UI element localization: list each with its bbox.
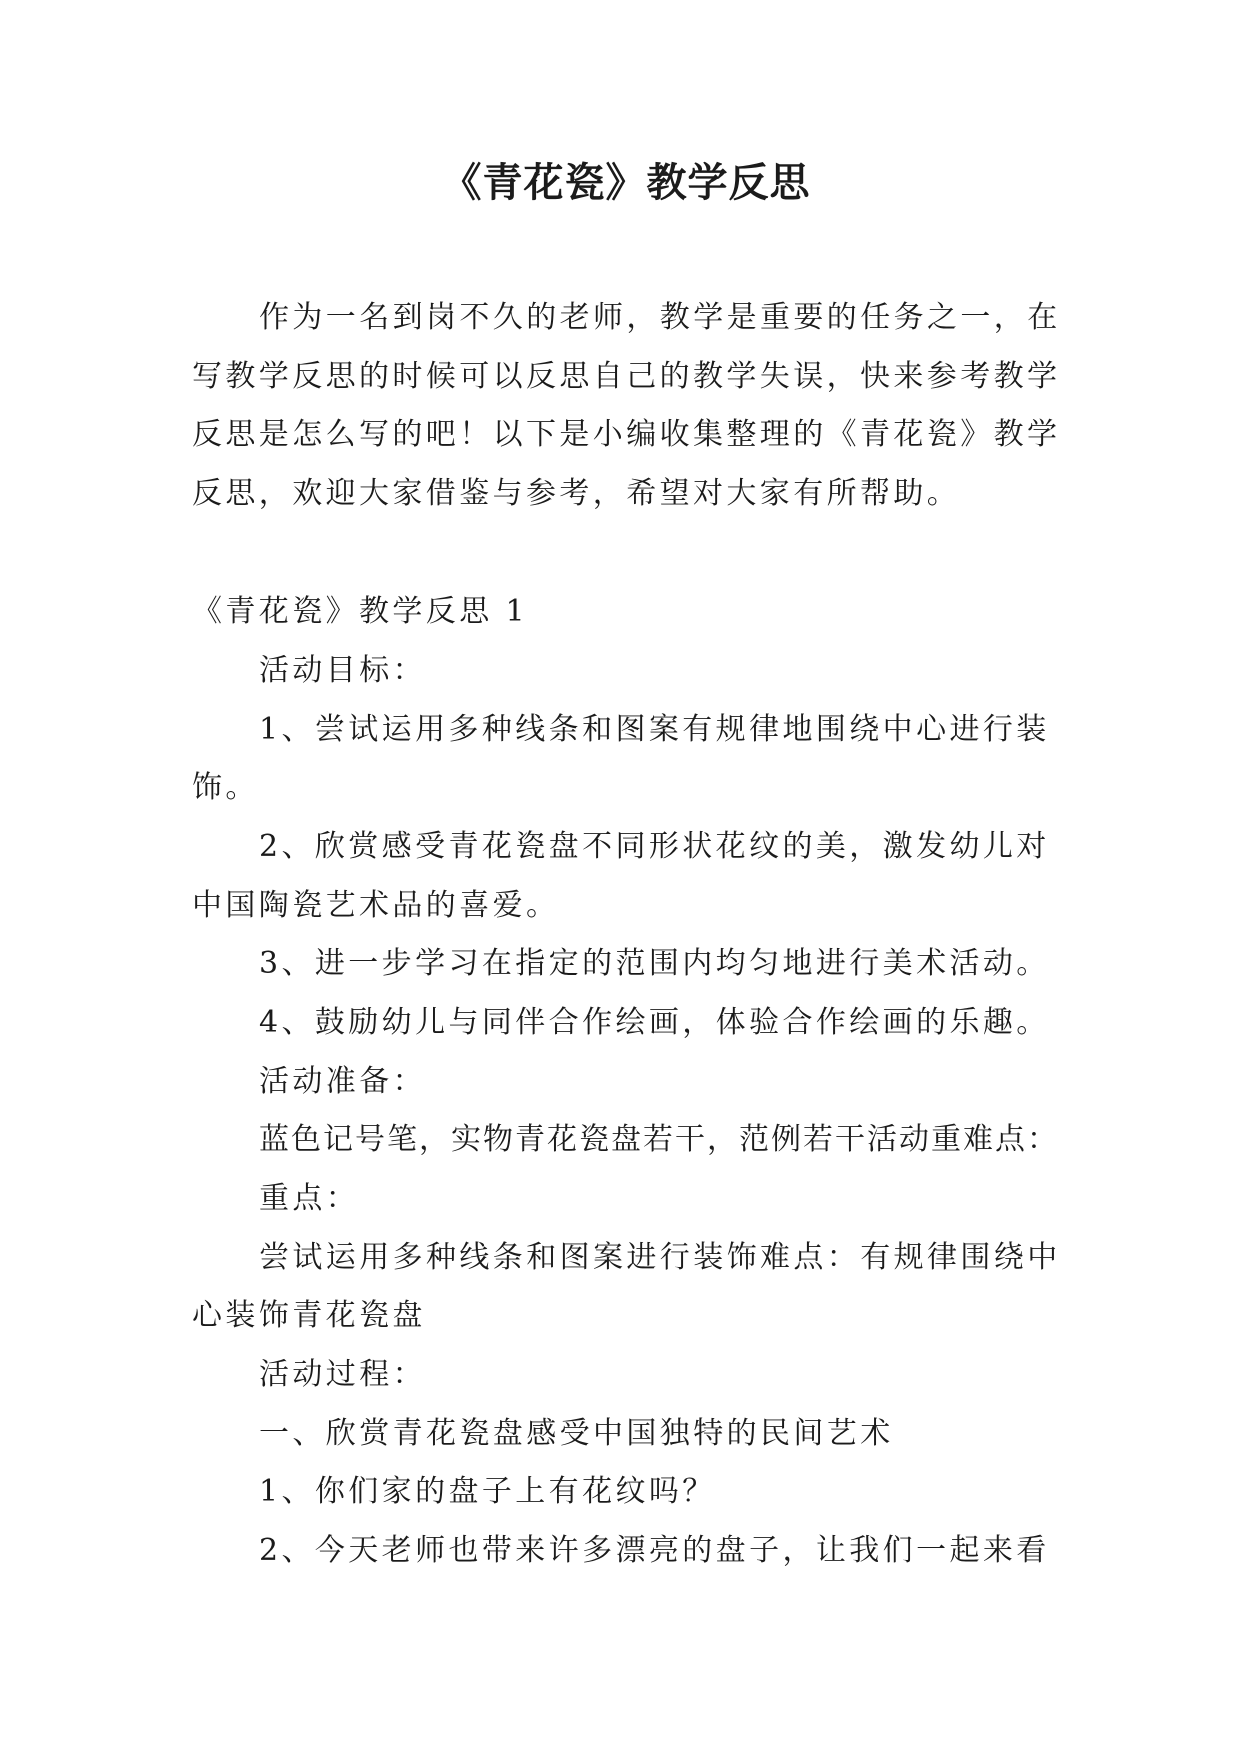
body-line: 1、你们家的盘子上有花纹吗？ bbox=[259, 1474, 716, 1509]
body-line: 3、进一步学习在指定的范围内均匀地进行美术活动。 bbox=[259, 946, 1050, 981]
body-line: 活动目标： bbox=[259, 653, 426, 688]
body-line: 活动过程： bbox=[259, 1357, 426, 1392]
intro-line: 反思是怎么写的吧！以下是小编收集整理的《青花瓷》教学 bbox=[192, 417, 1061, 452]
body-line: 4、鼓励幼儿与同伴合作绘画，体验合作绘画的乐趣。 bbox=[259, 1005, 1050, 1040]
document-title: 《青花瓷》教学反思 bbox=[441, 159, 811, 206]
body-line: 1、尝试运用多种线条和图案有规律地围绕中心进行装 bbox=[259, 712, 1050, 747]
body-line: 心装饰青花瓷盘 bbox=[192, 1298, 426, 1333]
body-line: 饰。 bbox=[192, 770, 259, 805]
body-line: 蓝色记号笔，实物青花瓷盘若干，范例若干活动重难点： bbox=[259, 1122, 1059, 1157]
body-line: 中国陶瓷艺术品的喜爱。 bbox=[192, 888, 560, 923]
intro-line: 作为一名到岗不久的老师，教学是重要的任务之一，在 bbox=[259, 300, 1061, 335]
body-line: 2、欣赏感受青花瓷盘不同形状花纹的美，激发幼儿对 bbox=[259, 829, 1050, 864]
intro-line: 反思，欢迎大家借鉴与参考，希望对大家有所帮助。 bbox=[192, 476, 961, 511]
body-line: 重点： bbox=[259, 1181, 360, 1216]
body-line: 尝试运用多种线条和图案进行装饰难点：有规律围绕中 bbox=[259, 1240, 1061, 1275]
intro-line: 写教学反思的时候可以反思自己的教学失误，快来参考教学 bbox=[192, 359, 1061, 394]
body-line: 一、欣赏青花瓷盘感受中国独特的民间艺术 bbox=[259, 1416, 894, 1451]
body-line: 活动准备： bbox=[259, 1064, 426, 1099]
section-heading: 《青花瓷》教学反思 1 bbox=[192, 594, 529, 629]
body-line: 2、今天老师也带来许多漂亮的盘子，让我们一起来看 bbox=[259, 1533, 1050, 1568]
